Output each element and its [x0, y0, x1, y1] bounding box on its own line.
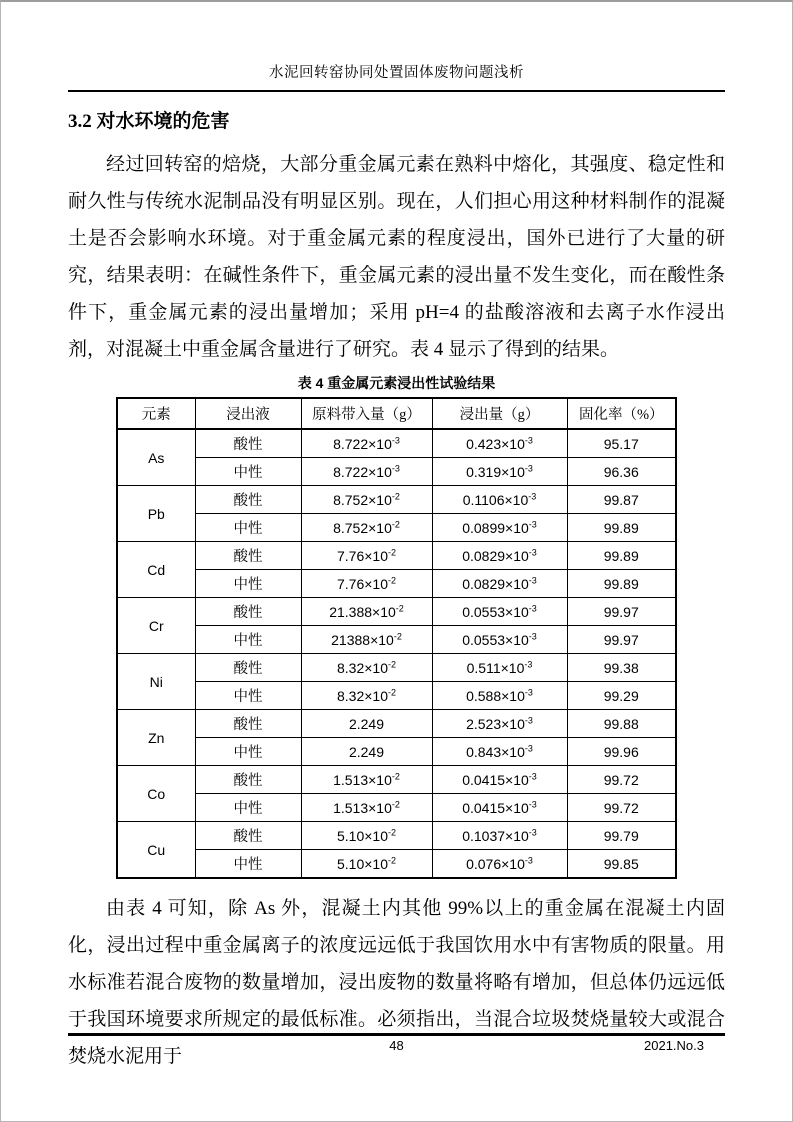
intake-cell: $1.513\times 10^{-2}$ [301, 794, 432, 822]
table-row [117, 850, 676, 879]
rate-cell: 99.89 [567, 514, 676, 542]
intake-cell: $8.752\times 10^{-2}$ [301, 514, 432, 542]
table-row [117, 738, 676, 766]
table-row [117, 514, 676, 542]
leach-cell: $0.0415\times 10^{-3}$ [432, 766, 567, 794]
table-row [117, 794, 676, 822]
section-heading: 3.2 对水环境的危害 [68, 111, 230, 132]
intake-cell: $5.10\times 10^{-2}$ [301, 822, 432, 850]
page-number: 48 [389, 1038, 404, 1053]
liquor-cell: 中性 [195, 850, 301, 879]
leach-cell: $0.0553\times 10^{-3}$ [432, 598, 567, 626]
rate-cell: 99.89 [567, 542, 676, 570]
liquor-cell: 中性 [195, 794, 301, 822]
element-cell: Co [117, 766, 195, 822]
liquor-cell: 中性 [195, 514, 301, 542]
element-cell: Cu [117, 822, 195, 879]
col-header-leach: 浸出量（g） [432, 398, 567, 429]
liquor-cell: 中性 [195, 458, 301, 486]
element-cell: Ni [117, 654, 195, 710]
leach-cell: $0.0829\times 10^{-3}$ [432, 542, 567, 570]
leach-cell: $0.319\times 10^{-3}$ [432, 458, 567, 486]
intake-cell: $1.513\times 10^{-2}$ [301, 766, 432, 794]
leaching-results-table [116, 397, 677, 879]
table-header-row [117, 398, 676, 429]
leach-cell: $0.0829\times 10^{-3}$ [432, 570, 567, 598]
rate-cell: 99.72 [567, 794, 676, 822]
table-row [117, 626, 676, 654]
liquor-cell: 中性 [195, 570, 301, 598]
rate-cell: 95.17 [567, 429, 676, 458]
table-row [117, 766, 676, 794]
footer-divider [68, 1033, 725, 1036]
intake-cell: $8.722\times 10^{-3}$ [301, 458, 432, 486]
page-footer [68, 1033, 725, 1053]
leach-cell: $0.588\times 10^{-3}$ [432, 682, 567, 710]
element-cell: As [117, 429, 195, 486]
liquor-cell: 酸性 [195, 766, 301, 794]
intake-cell: 2.249 [301, 710, 432, 738]
rate-cell: 99.88 [567, 710, 676, 738]
intake-cell: $8.722\times 10^{-3}$ [301, 429, 432, 458]
rate-cell: 99.97 [567, 598, 676, 626]
rate-cell: 99.29 [567, 682, 676, 710]
liquor-cell: 酸性 [195, 542, 301, 570]
rate-cell: 99.72 [567, 766, 676, 794]
table-row [117, 654, 676, 682]
leach-cell: $0.0415\times 10^{-3}$ [432, 794, 567, 822]
element-cell: Cr [117, 598, 195, 654]
col-header-liquor: 浸出液 [195, 398, 301, 429]
liquor-cell: 酸性 [195, 429, 301, 458]
leach-cell: $0.843\times 10^{-3}$ [432, 738, 567, 766]
table-row [117, 542, 676, 570]
col-header-rate: 固化率（%） [567, 398, 676, 429]
table-row [117, 822, 676, 850]
paragraph-2: 由表 4 可知，除 As 外，混凝土内其他 99%以上的重金属在混凝土内固化，浸出过程中重金属离子的浓度远远低于我国饮用水中有害物质的限量。用水标准若混合废物的数量增加，浸出废物的数量将略有增加，但总体仍远远低于我国环境要求所规定的最低标准。必须指出，当混合垃圾焚烧量较大或混合焚烧水泥用于 [68, 898, 725, 1067]
intake-cell: 2.249 [301, 738, 432, 766]
table-caption: 表 4 重金属元素浸出性试验结果 [297, 375, 496, 391]
rate-cell: 99.89 [567, 570, 676, 598]
intake-cell: $7.76\times 10^{-2}$ [301, 542, 432, 570]
table-row [117, 710, 676, 738]
leach-cell: $0.423\times 10^{-3}$ [432, 429, 567, 458]
liquor-cell: 中性 [195, 682, 301, 710]
rate-cell: 99.87 [567, 486, 676, 514]
intake-cell: $8.32\times 10^{-2}$ [301, 654, 432, 682]
leach-cell: $0.1037\times 10^{-3}$ [432, 822, 567, 850]
leach-cell: $0.076\times 10^{-3}$ [432, 850, 567, 879]
intake-cell: $5.10\times 10^{-2}$ [301, 850, 432, 879]
intake-cell: $7.76\times 10^{-2}$ [301, 570, 432, 598]
rate-cell: 96.36 [567, 458, 676, 486]
rate-cell: 99.38 [567, 654, 676, 682]
leach-cell: $0.0899\times 10^{-3}$ [432, 514, 567, 542]
rate-cell: 99.97 [567, 626, 676, 654]
liquor-cell: 酸性 [195, 710, 301, 738]
intake-cell: $21.388\times 10^{-2}$ [301, 598, 432, 626]
table-row [117, 570, 676, 598]
table-row [117, 682, 676, 710]
table-row [117, 598, 676, 626]
intake-cell: $8.32\times 10^{-2}$ [301, 682, 432, 710]
paragraph-1: 经过回转窑的焙烧，大部分重金属元素在熟料中熔化，其强度、稳定性和耐久性与传统水泥制品没有明显区别。现在，人们担心用这种材料制作的混凝土是否会影响水环境。对于重金属元素的程度浸出，国外已进行了大量的研究，结果表明：在碱性条件下，重金属元素的浸出量不发生变化，而在酸性条件下，重金属元素的浸出量增加；采用 pH=4 的盐酸溶液和去离子水作浸出剂，对混凝土中重金属含量进行了研究。表 4 显示了得到的结果。 [68, 154, 725, 360]
element-cell: Cd [117, 542, 195, 598]
table-row [117, 486, 676, 514]
element-cell: Pb [117, 486, 195, 542]
running-header-title: 水泥回转窑协同处置固体废物问题浅析 [269, 65, 524, 81]
liquor-cell: 酸性 [195, 654, 301, 682]
rate-cell: 99.85 [567, 850, 676, 879]
col-header-intake: 原料带入量（g） [301, 398, 432, 429]
table-row [117, 429, 676, 458]
leach-cell: $0.1106\times 10^{-3}$ [432, 486, 567, 514]
liquor-cell: 中性 [195, 738, 301, 766]
liquor-cell: 酸性 [195, 822, 301, 850]
liquor-cell: 酸性 [195, 486, 301, 514]
element-cell: Zn [117, 710, 195, 766]
liquor-cell: 酸性 [195, 598, 301, 626]
rate-cell: 99.79 [567, 822, 676, 850]
leach-cell: $0.511\times 10^{-3}$ [432, 654, 567, 682]
intake-cell: $21388\times 10^{-2}$ [301, 626, 432, 654]
rate-cell: 99.96 [567, 738, 676, 766]
col-header-element: 元素 [117, 398, 195, 429]
liquor-cell: 中性 [195, 626, 301, 654]
leach-cell: $0.0553\times 10^{-3}$ [432, 626, 567, 654]
table-row [117, 458, 676, 486]
intake-cell: $8.752\times 10^{-2}$ [301, 486, 432, 514]
leach-cell: $2.523\times 10^{-3}$ [432, 710, 567, 738]
header-divider [68, 90, 725, 92]
issue-number: 2021.No.3 [644, 1038, 704, 1053]
